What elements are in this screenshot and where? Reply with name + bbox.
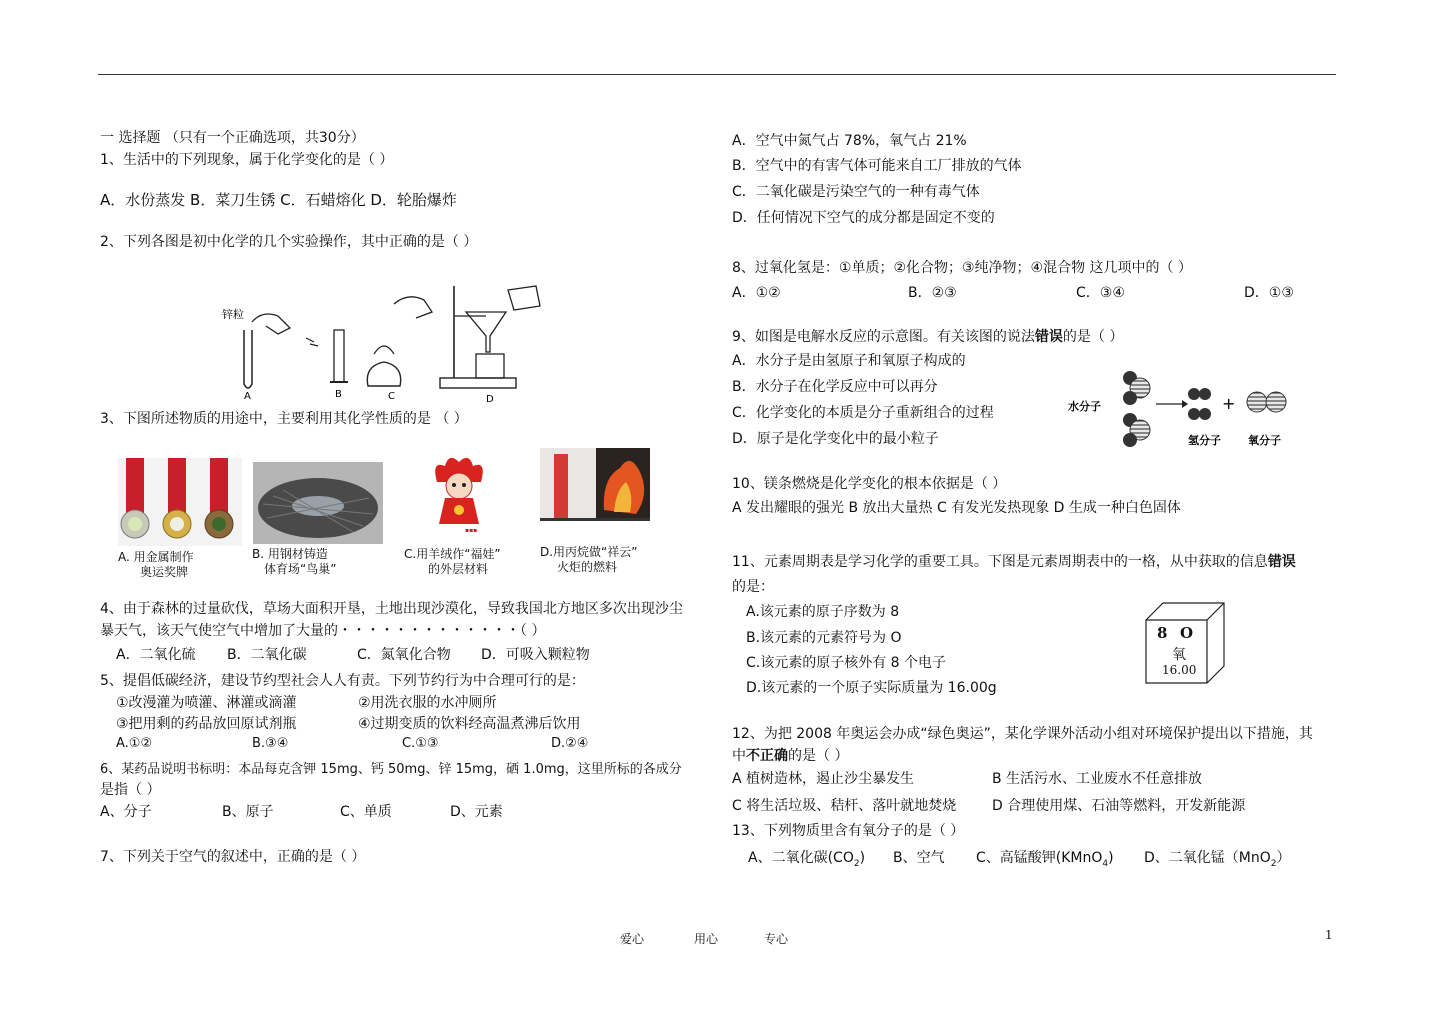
q6-option-c: C、单质 [340, 804, 392, 820]
q3-caption-d1: D.用丙烷做“祥云” [540, 545, 638, 559]
q13-option-a [748, 847, 865, 869]
footer-word-1: 爱心 [620, 932, 645, 946]
q9-stem-pre: 9、如图是电解水反应的示意图。有关该图的说法 [732, 329, 1035, 345]
hydrogen-molecule-label: 氢分子 [1188, 434, 1221, 447]
q1-options: A．水份蒸发 B．菜刀生锈 C．石蜡熔化 D．轮胎爆炸 [100, 191, 457, 209]
q8-stem: 8、过氧化氢是：①单质；②化合物；③纯净物；④混合物 这几项中的（ ） [732, 260, 1193, 276]
q6-option-d: D、元素 [450, 804, 503, 820]
q5-item-4: ④过期变质的饮料经高温煮沸后饮用 [358, 716, 581, 732]
q3-caption-a1: A. 用金属制作 [118, 550, 194, 564]
q2-label-b: B [335, 389, 342, 400]
q13-option-a-text: A、二氧化碳(CO [748, 850, 854, 866]
q4-option-d: D．可吸入颗粒物 [481, 647, 590, 663]
plus-sign: + [1222, 394, 1236, 413]
oxygen-molecule-label: 氧分子 [1248, 434, 1281, 447]
q11-line2: 的是： [732, 579, 774, 595]
q4-line1: 4、由于森林的过量砍伐，草场大面积开垦，土地出现沙漠化，导致我国北方地区多次出现沙尘 [100, 601, 683, 617]
q4-option-a: A．二氧化硫 [116, 647, 196, 663]
alcohol-lamp-icon [367, 362, 400, 386]
q12-line1: 12、为把 2008 年奥运会办成“绿色奥运”，某化学课外活动小组对环境保护提出以下措施，其 [732, 726, 1313, 742]
q2-zinc-label: 锌粒 [222, 308, 244, 321]
electrolysis-diagram [1064, 364, 1300, 448]
q8-option-c: C．③④ [1076, 285, 1125, 301]
q2-label-c: C [388, 391, 395, 402]
q13-option-d-sub: 2 [1270, 858, 1277, 869]
q12-option-a: A 植树造林，遏止沙尘暴发生 [732, 771, 915, 787]
q5-option-b: B.③④ [252, 736, 289, 751]
q11-line1-bold: 错误 [1267, 554, 1296, 570]
q11-line1-pre: 11、元素周期表是学习化学的重要工具。下图是元素周期表中的一格，从中获取的信息 [732, 554, 1268, 570]
pouring-beaker-icon [508, 286, 540, 310]
element-symbol: O [1180, 624, 1194, 642]
q6-option-b: B、原子 [222, 804, 274, 820]
water-molecule-label: 水分子 [1068, 400, 1101, 413]
q12-line2-bold: 不正确 [746, 748, 788, 764]
q5-item-3: ③把用剩的药品放回原试剂瓶 [116, 716, 297, 732]
q13-option-a-post: ) [859, 850, 866, 866]
element-name: 氧 [1172, 647, 1186, 663]
q5-option-c: C.①③ [402, 736, 439, 751]
q12-line2-post: 的是（ ） [788, 748, 849, 764]
q2-lab-figure [218, 282, 548, 404]
q4-option-c: C．氮氧化合物 [357, 647, 451, 663]
q8-option-a: A．①② [732, 285, 781, 301]
q13-option-b-text: B、空气 [893, 850, 945, 866]
q1-stem: 1、生活中的下列现象，属于化学变化的是（ ） [100, 152, 394, 168]
q3-caption-d2: 火炬的燃料 [557, 560, 618, 574]
q3-caption-b2: 体育场“鸟巢” [264, 562, 337, 576]
svg-text:▪▪▪: ▪▪▪ [465, 527, 478, 534]
torch-image [540, 448, 650, 540]
q10-options: A 发出耀眼的强光 B 放出大量热 C 有发光发热现象 D 生成一种白色固体 [732, 500, 1181, 516]
q13-option-d [1144, 847, 1291, 869]
q8-option-b: B．②③ [908, 285, 957, 301]
q11-option-b: B.该元素的元素符号为 O [746, 630, 902, 646]
q2-label-d: D [486, 394, 494, 404]
q11-line1 [732, 551, 1296, 571]
q10-stem: 10、镁条燃烧是化学变化的根本依据是（ ） [732, 476, 1007, 492]
medals-image [118, 458, 242, 546]
q11-option-d: D.该元素的一个原子实际质量为 16.00g [746, 680, 997, 696]
q12-line2-pre: 中 [732, 748, 746, 764]
q6-line1: 6、某药品说明书标明：本品每克含钾 15mg、钙 50mg、锌 15mg，硒 1.0mg，这里所标的各成分 [100, 762, 682, 777]
q4-option-b: B．二氧化碳 [227, 647, 307, 663]
element-number: 8 [1157, 624, 1168, 642]
section-title: 一 选择题 （只有一个正确选项，共30分） [100, 130, 365, 146]
q7-option-d: D．任何情况下空气的成分都是固定不变的 [732, 210, 995, 226]
q3-caption-c1: C.用羊绒作“福娃” [404, 547, 501, 561]
hand-icon [252, 314, 290, 334]
q7-option-c: C．二氧化碳是污染空气的一种有毒气体 [732, 184, 980, 200]
q6-option-a: A、分子 [100, 804, 152, 820]
q3-caption-a2: 奥运奖牌 [140, 565, 189, 579]
footer-word-3: 专心 [764, 932, 789, 946]
graduated-cylinder-icon [334, 330, 344, 382]
test-tube-icon [244, 330, 252, 388]
q5-option-d: D.②④ [551, 736, 589, 751]
q13-option-d-text: D、二氧化锰（MnO [1144, 850, 1271, 866]
q9-stem-post: 的是（ ） [1062, 329, 1124, 345]
q9-stem-bold: 错误 [1034, 329, 1063, 345]
q12-line2 [732, 745, 848, 765]
q2-stem: 2、下列各图是初中化学的几个实验操作，其中正确的是（ ） [100, 234, 478, 250]
flame-icon [374, 346, 394, 354]
q9-option-a: A．水分子是由氢原子和氧原子构成的 [732, 353, 966, 369]
q9-option-b: B．水分子在化学反应中可以再分 [732, 379, 938, 395]
q13-option-d-post: ） [1276, 850, 1291, 866]
q3-caption-c2: 的外层材料 [428, 562, 489, 576]
q3-caption-b1: B. 用钢材铸造 [252, 547, 328, 561]
birds-nest-image [253, 462, 383, 544]
q13-option-c-text: C、高锰酸钾(KMnO [976, 850, 1103, 866]
beaker-icon [476, 354, 504, 378]
q9-option-d: D．原子是化学变化中的最小粒子 [732, 431, 939, 447]
q5-item-2: ②用洗衣服的水冲厕所 [358, 695, 497, 711]
q9-stem [732, 326, 1123, 346]
page-number: 1 [1325, 928, 1333, 942]
q12-option-d: D 合理使用煤、石油等燃料，开发新能源 [992, 798, 1246, 814]
q11-option-a: A.该元素的原子序数为 8 [746, 604, 900, 620]
q12-option-c: C 将生活垃圾、秸杆、落叶就地焚烧 [732, 798, 957, 814]
q5-item-1: ①改漫灌为喷灌、淋灌或滴灌 [116, 695, 297, 711]
q6-line2: 是指（ ） [100, 782, 161, 798]
q13-option-c-sub: 4 [1102, 858, 1109, 869]
q13-option-c-post: ) [1108, 850, 1114, 866]
footer-word-2: 用心 [694, 932, 719, 946]
dropper-icon [306, 338, 318, 346]
stand-base-icon [440, 378, 516, 388]
q7-option-a: A．空气中氮气占 78%，氧气占 21% [732, 133, 967, 149]
header-rule [98, 74, 1336, 75]
fuwa-mascot-image [423, 452, 495, 542]
element-mass: 16.00 [1162, 663, 1197, 677]
q12-option-b: B 生活污水、工业废水不任意排放 [992, 771, 1203, 787]
funnel-icon [466, 312, 506, 352]
q5-stem: 5、提倡低碳经济，建设节约型社会人人有责。下列节约行为中合理可行的是： [100, 673, 585, 689]
q8-option-d: D．①③ [1244, 285, 1294, 301]
q13-option-b [893, 847, 945, 867]
q13-option-a-sub: 2 [853, 858, 860, 869]
q13-stem: 13、下列物质里含有氧分子的是（ ） [732, 823, 965, 839]
q11-option-c: C.该元素的原子核外有 8 个电子 [746, 655, 947, 671]
arrow-icon [1182, 400, 1188, 408]
q3-stem: 3、下图所述物质的用途中，主要利用其化学性质的是 （ ） [100, 411, 468, 427]
q9-option-c: C．化学变化的本质是分子重新组合的过程 [732, 405, 994, 421]
q4-line2: 暴天气，该天气使空气中增加了大量的・・・・・・・・・・・・・（ ） [100, 623, 546, 639]
q2-label-a: A [244, 391, 251, 402]
q7-stem: 7、下列关于空气的叙述中，正确的是（ ） [100, 849, 366, 865]
q13-option-c [976, 847, 1114, 869]
hand-icon-2 [394, 297, 432, 318]
q7-option-b: B．空气中的有害气体可能来自工厂排放的气体 [732, 158, 1022, 174]
q5-option-a: A.①② [116, 736, 153, 751]
